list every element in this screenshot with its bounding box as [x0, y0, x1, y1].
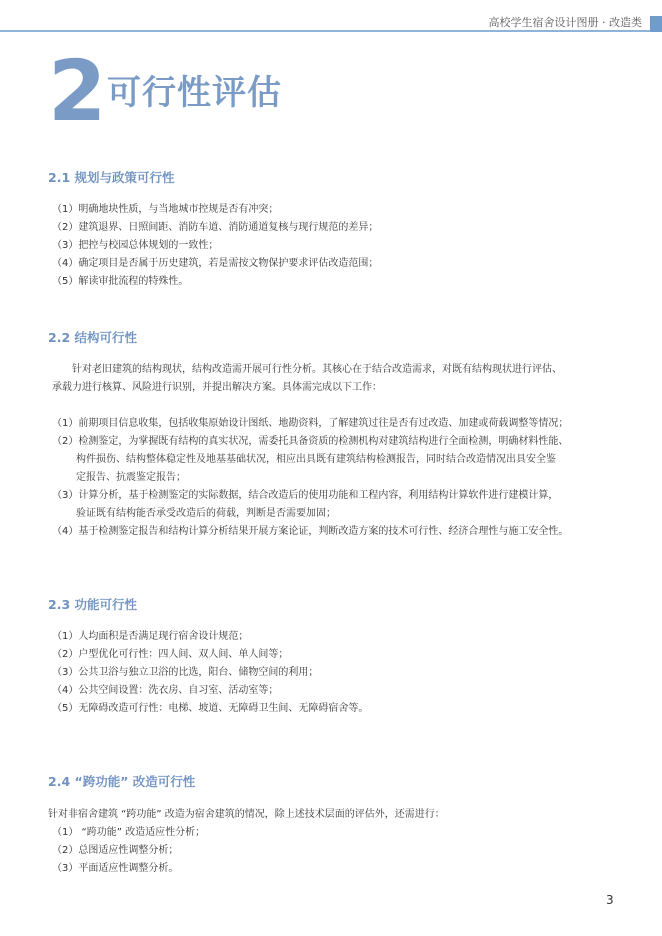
list-item: （1）前期项目信息收集，包括收集原始设计图纸、地勘资料，了解建筑过往是否有过改造、加建或荷载调整等情况；	[52, 418, 569, 429]
header-accent-block	[650, 16, 662, 32]
list-item-continuation: 定报告、抗震鉴定报告；	[76, 472, 186, 483]
list-item: （3）平面适应性调整分析。	[52, 863, 179, 874]
paragraph-line: 针对老旧建筑的结构现状，结构改造需开展可行性分析。其核心在于结合改造需求，对既有结构现状进行评估、	[72, 364, 562, 375]
list-item: （1）人均面积是否满足现行宿舍设计规范；	[52, 631, 249, 642]
paragraph-line: 针对非宿舍建筑 “跨功能” 改造为宿舍建筑的情况，除上述技术层面的评估外，还需进行：	[48, 809, 445, 820]
list-item-continuation: 验证既有结构能否承受改造后的荷载，判断是否需要加固；	[76, 508, 336, 519]
list-item: （3）计算分析，基于检测鉴定的实际数据，结合改造后的使用功能和工程内容，利用结构计算软件进行建模计算，	[52, 490, 559, 501]
list-item-continuation: 构件损伤、结构整体稳定性及地基基础状况，相应出具既有建筑结构检测报告，同时结合改造情况出具安全鉴	[76, 454, 556, 465]
list-item: （3）公共卫浴与独立卫浴的比选，阳台、储物空间的利用；	[52, 667, 319, 678]
list-item: （4）公共空间设置：洗衣房、自习室、活动室等；	[52, 685, 279, 696]
list-item: （2）建筑退界、日照间距、消防车道、消防通道复核与现行规范的差异；	[52, 222, 379, 233]
section-heading-2-3: 2.3 功能可行性	[48, 597, 137, 612]
list-item: （5）解读审批流程的特殊性。	[52, 276, 189, 287]
page-number: 3	[606, 893, 614, 907]
list-item: （4）确定项目是否属于历史建筑，若是需按文物保护要求评估改造范围；	[52, 258, 379, 269]
list-item: （4）基于检测鉴定报告和结构计算分析结果开展方案论证，判断改造方案的技术可行性、经济合理性与施工安全性。	[52, 526, 569, 537]
header-rule	[0, 30, 662, 32]
list-item: （2）户型优化可行性：四人间、双人间、单人间等；	[52, 649, 289, 660]
running-header: 高校学生宿舍设计图册 · 改造类	[488, 16, 642, 29]
list-item: （1）明确地块性质，与当地城市控规是否有冲突；	[52, 204, 279, 215]
section-heading-2-2: 2.2 结构可行性	[48, 330, 137, 345]
paragraph-line: 承载力进行核算、风险进行识别，并提出解决方案。具体需完成以下工作：	[52, 382, 382, 393]
list-item: （5）无障碍改造可行性：电梯、坡道、无障碍卫生间、无障碍宿舍等。	[52, 703, 369, 714]
section-heading-2-4: 2.4 “跨功能” 改造可行性	[48, 774, 196, 789]
chapter-number: 2	[48, 42, 107, 140]
section-heading-2-1: 2.1 规划与政策可行性	[48, 170, 175, 185]
list-item: （2）检测鉴定，为掌握既有结构的真实状况，需委托具备资质的检测机构对建筑结构进行全面检测，明确材料性能、	[52, 436, 569, 447]
list-item: （2）总图适应性调整分析；	[52, 845, 179, 856]
list-item: （3）把控与校园总体规划的一致性；	[52, 240, 219, 251]
list-item: （1） “跨功能” 改造适应性分析；	[52, 827, 206, 838]
chapter-title: 可行性评估	[107, 73, 282, 113]
